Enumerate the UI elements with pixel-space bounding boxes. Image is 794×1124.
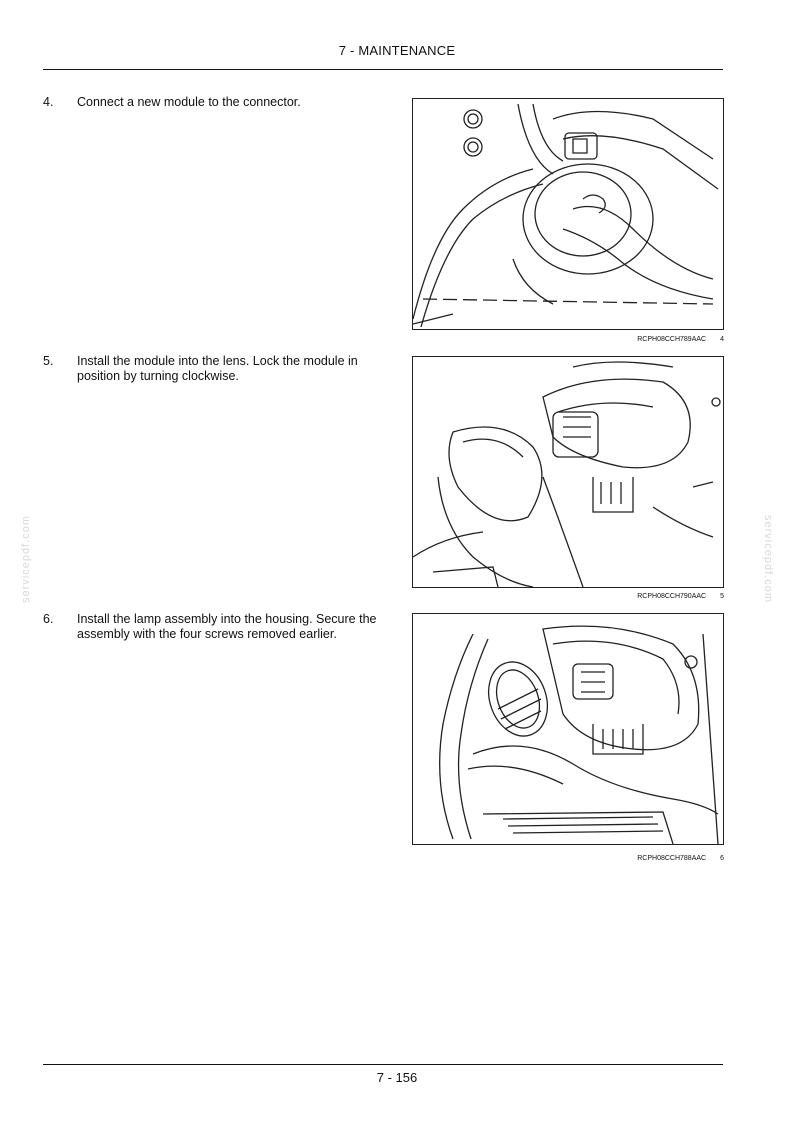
step-text: Install the lamp assembly into the housing. Secure the assembly with the four screws removed earlier. — [77, 612, 377, 641]
footer-rule — [43, 1064, 723, 1065]
step-number: 5. — [43, 354, 54, 368]
figure-number: 4 — [720, 336, 724, 343]
figure-caption — [412, 593, 724, 600]
step-number: 4. — [43, 95, 54, 109]
step-number: 6. — [43, 612, 54, 626]
figure-caption — [412, 336, 724, 343]
figure-reference: RCPH08CCH790AAC — [637, 593, 707, 600]
page-number: 7 - 156 — [376, 1070, 418, 1085]
figure-illustration — [412, 613, 724, 845]
page-header-title: 7 - MAINTENANCE — [338, 43, 456, 58]
figure-illustration — [412, 98, 724, 330]
figure-caption — [412, 855, 724, 862]
watermark-right: servicepdf.com — [761, 515, 774, 603]
step-text: Install the module into the lens. Lock the module in position by turning clockwise. — [77, 354, 358, 383]
figure-reference: RCPH08CCH788AAC — [637, 855, 707, 862]
figure-number: 5 — [720, 593, 724, 600]
header-rule — [43, 69, 723, 70]
watermark-left: servicepdf.com — [19, 515, 32, 603]
step-text: Connect a new module to the connector. — [77, 95, 301, 109]
figure-reference: RCPH08CCH789AAC — [637, 336, 707, 343]
figure-illustration — [412, 356, 724, 588]
figure-number: 6 — [720, 855, 724, 862]
